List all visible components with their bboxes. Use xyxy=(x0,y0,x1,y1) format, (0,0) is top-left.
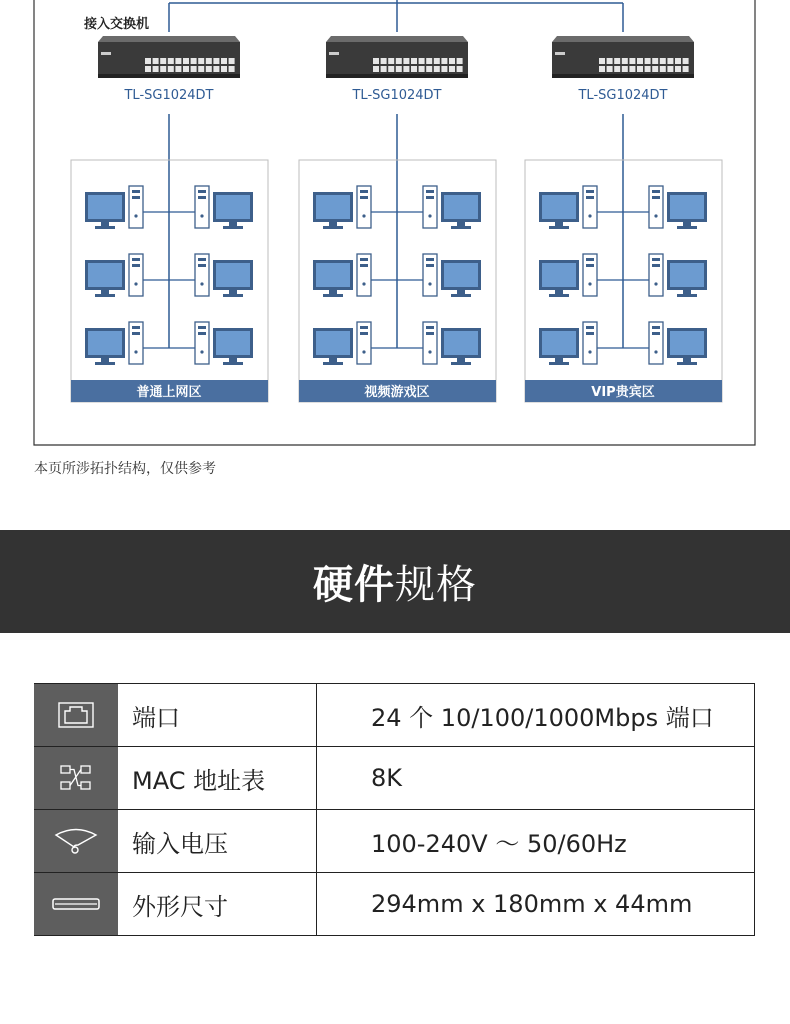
zone-label: 普通上网区 xyxy=(136,385,202,400)
switch-model-label: TL-SG1024DT xyxy=(578,88,668,103)
spec-value: 100-240V ～ 50/60Hz xyxy=(317,810,755,873)
device-size-icon xyxy=(34,873,118,936)
topology-diagram xyxy=(0,0,790,450)
spec-label: MAC 地址表 xyxy=(118,747,317,810)
banner-title-regular: 规格 xyxy=(395,562,477,608)
switch-2 xyxy=(326,36,468,103)
spec-label: 输入电压 xyxy=(118,810,317,873)
spec-row-voltage xyxy=(34,810,755,873)
computer-icon xyxy=(85,254,143,297)
zone-label: VIP贵宾区 xyxy=(591,385,655,400)
section-banner xyxy=(0,530,790,633)
zone-label: 视频游戏区 xyxy=(364,385,430,400)
power-plug-icon xyxy=(34,810,118,873)
ethernet-port-icon xyxy=(34,684,118,747)
computer-icon xyxy=(649,186,707,229)
computer-icon xyxy=(195,186,253,229)
computer-icon xyxy=(539,322,597,365)
spec-value: 8K xyxy=(317,747,755,810)
mac-table-icon xyxy=(34,747,118,810)
computer-icon xyxy=(649,322,707,365)
switch-model-label: TL-SG1024DT xyxy=(124,88,214,103)
switch-model-label: TL-SG1024DT xyxy=(352,88,442,103)
computer-icon xyxy=(85,186,143,229)
uplink-lines xyxy=(169,0,623,32)
computer-icon xyxy=(423,186,481,229)
spec-table xyxy=(34,683,755,936)
spec-row-size xyxy=(34,873,755,936)
access-switch-label: 接入交换机 xyxy=(84,17,150,32)
computer-icon xyxy=(423,254,481,297)
computer-icon xyxy=(313,186,371,229)
computer-icon xyxy=(195,322,253,365)
banner-title-bold: 硬件 xyxy=(313,562,395,608)
computer-icon xyxy=(423,322,481,365)
switch-1 xyxy=(98,36,240,103)
computer-icon xyxy=(195,254,253,297)
computer-icon xyxy=(313,322,371,365)
switch-3 xyxy=(552,36,694,103)
spec-row-mac xyxy=(34,747,755,810)
computer-icon xyxy=(539,254,597,297)
computer-icon xyxy=(313,254,371,297)
spec-label: 外形尺寸 xyxy=(118,873,317,936)
computer-icon xyxy=(539,186,597,229)
spec-row-ports xyxy=(34,684,755,747)
topology-note: 本页所涉拓扑结构，仅供参考 xyxy=(34,461,216,477)
spec-value: 294mm x 180mm x 44mm xyxy=(317,873,755,936)
spec-value: 24 个 10/100/1000Mbps 端口 xyxy=(317,684,755,747)
computer-icon xyxy=(85,322,143,365)
spec-label: 端口 xyxy=(118,684,317,747)
computer-icon xyxy=(649,254,707,297)
